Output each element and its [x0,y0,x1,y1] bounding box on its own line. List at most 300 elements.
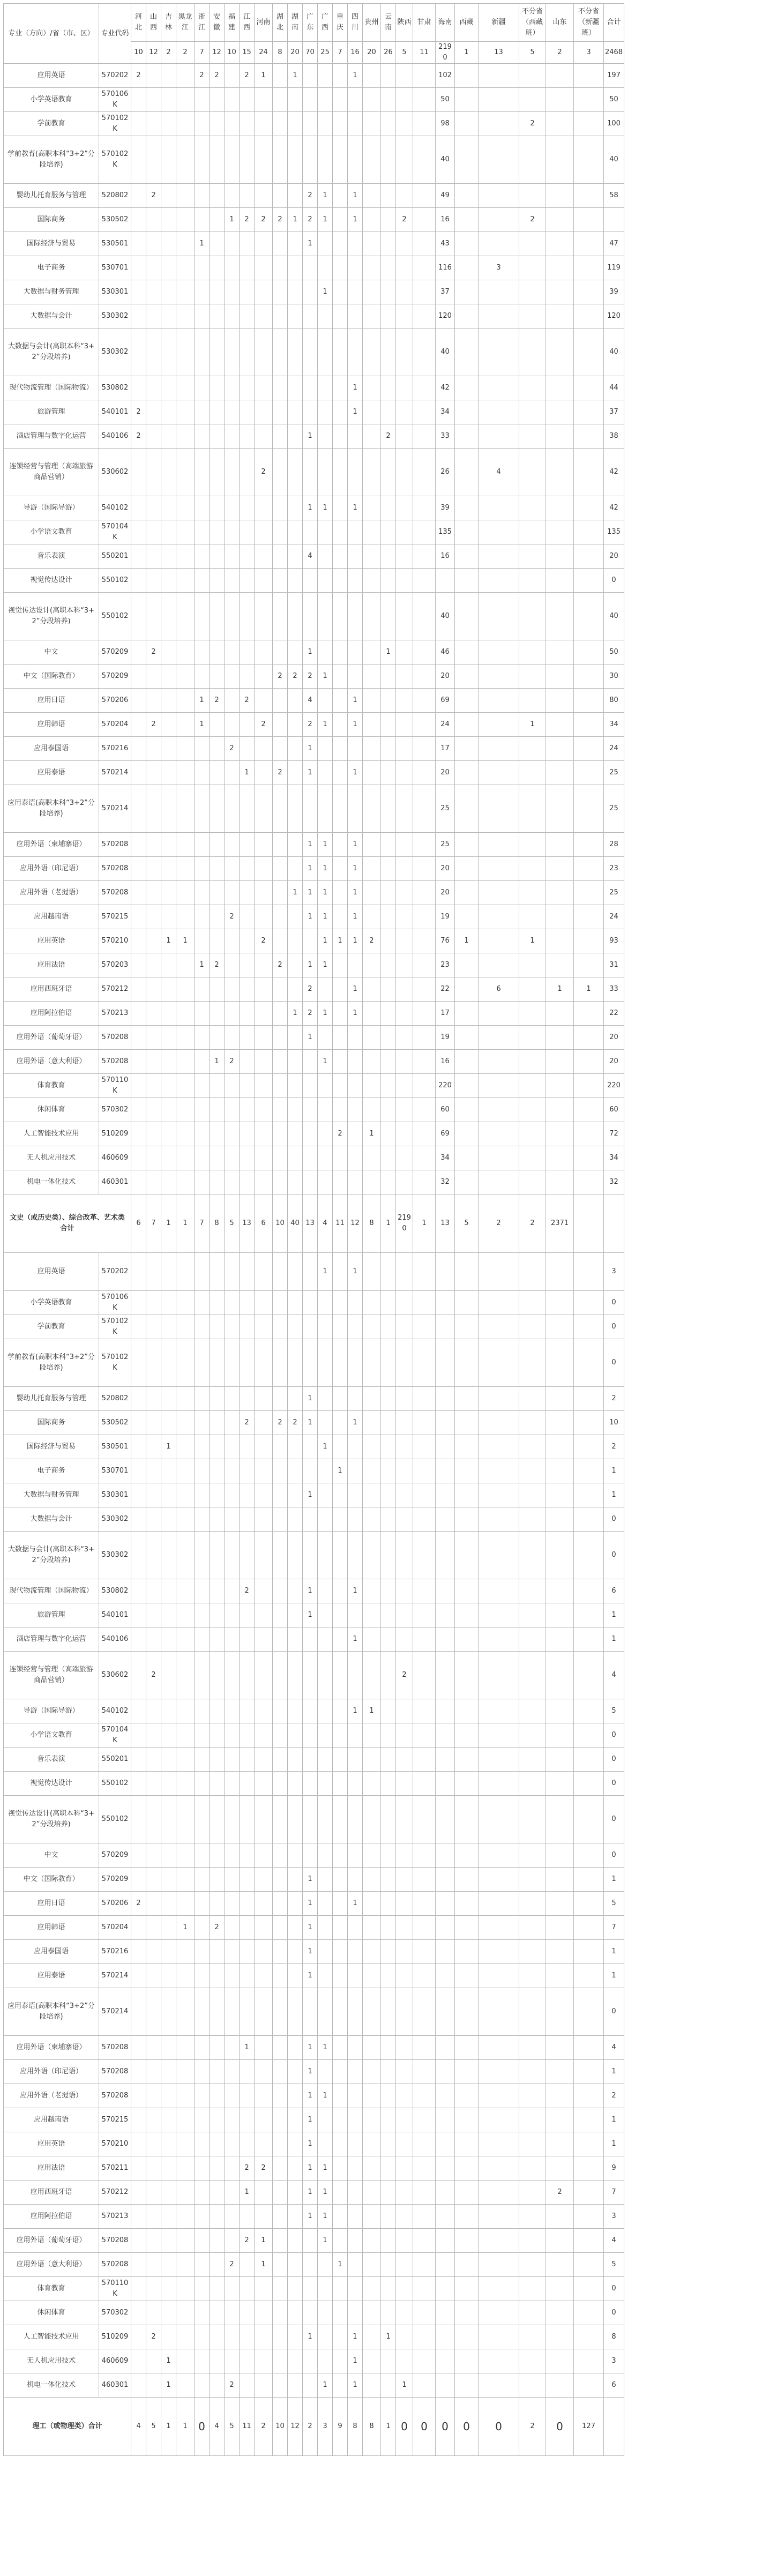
quota-cell [288,1892,303,1916]
major-code: 570214 [99,785,131,833]
quota-cell [240,376,255,400]
quota-cell [225,761,240,785]
quota-cell [363,496,381,520]
quota-cell [195,2325,210,2349]
quota-cell [161,664,176,689]
major-name: 婴幼儿托育服务与管理 [4,1387,99,1411]
quota-cell [381,953,396,977]
quota-cell [363,737,381,761]
quota-cell [225,1796,240,1843]
quota-cell [288,1627,303,1652]
quota-cell: 33 [604,977,624,1002]
quota-cell [288,2349,303,2373]
quota-cell [455,1435,479,1459]
quota-cell: 40 [436,136,455,184]
quota-cell [455,1315,479,1339]
quota-cell [195,520,210,544]
quota-cell [396,1507,413,1532]
quota-cell: 1 [288,64,303,88]
quota-cell: 1 [333,929,348,953]
major-name: 中文 [4,640,99,664]
quota-cell [131,2181,146,2205]
header-quota: 25 [318,42,333,64]
quota-cell [210,1387,225,1411]
quota-cell [396,1964,413,1988]
table-row [4,1050,624,1074]
quota-cell: 2 [131,1892,146,1916]
quota-cell [436,1772,455,1796]
quota-cell [363,1483,381,1507]
quota-cell [381,1291,396,1315]
quota-cell [546,2277,574,2301]
quota-cell [574,424,604,449]
quota-cell: 1 [519,929,546,953]
quota-cell [195,1170,210,1194]
quota-cell: 1 [348,400,363,424]
quota-cell [479,424,519,449]
quota-cell [210,1652,225,1699]
quota-cell [195,737,210,761]
quota-cell [479,1483,519,1507]
quota-cell [273,1387,288,1411]
quota-cell [303,1988,318,2036]
quota-cell [146,833,161,857]
quota-cell [413,2301,436,2325]
quota-cell [195,400,210,424]
quota-cell [146,2229,161,2253]
header-province: 山西 [146,4,161,42]
quota-cell [210,640,225,664]
quota-cell [333,689,348,713]
quota-cell [240,569,255,593]
quota-cell [381,520,396,544]
quota-cell [161,136,176,184]
quota-cell [288,737,303,761]
major-name: 应用外语（柬埔寨语） [4,833,99,857]
major-code: 520802 [99,184,131,208]
quota-cell [176,1868,195,1892]
quota-cell [574,136,604,184]
quota-cell: 25 [604,881,624,905]
quota-cell [396,2036,413,2060]
subtotal-cell: 40 [288,1194,303,1253]
quota-cell [273,2229,288,2253]
quota-cell [161,1074,176,1098]
major-code: 530302 [99,1532,131,1579]
quota-cell [131,2156,146,2181]
quota-cell [519,1796,546,1843]
quota-cell [146,2373,161,2398]
quota-cell: 1 [303,2108,318,2132]
quota-cell [318,1843,333,1868]
quota-cell [381,1964,396,1988]
table-row [4,929,624,953]
quota-cell [273,713,288,737]
quota-cell [363,1411,381,1435]
table-row [4,905,624,929]
quota-cell [348,1315,363,1339]
quota-cell [288,640,303,664]
quota-cell [519,833,546,857]
quota-cell [396,737,413,761]
quota-cell [455,2349,479,2373]
quota-cell [146,1050,161,1074]
quota-cell [161,2060,176,2084]
quota-cell [195,496,210,520]
quota-cell [131,1940,146,1964]
quota-cell [273,1723,288,1748]
quota-cell [303,256,318,280]
quota-cell [273,2277,288,2301]
quota-cell: 6 [604,2373,624,2398]
quota-cell [396,1435,413,1459]
quota-cell [455,256,479,280]
quota-cell [288,1315,303,1339]
quota-cell [288,2301,303,2325]
quota-cell [288,857,303,881]
quota-cell [255,1699,273,1723]
quota-cell [240,1098,255,1122]
quota-cell [318,2325,333,2349]
major-name: 国际商务 [4,208,99,232]
quota-cell [381,593,396,640]
quota-cell [131,1074,146,1098]
quota-cell [210,1122,225,1146]
quota-cell [273,544,288,569]
quota-cell: 2 [273,953,288,977]
quota-cell [455,496,479,520]
quota-cell [318,1772,333,1796]
quota-cell [333,2301,348,2325]
quota-cell [240,136,255,184]
quota-cell [333,761,348,785]
quota-cell [318,977,333,1002]
quota-cell [333,1435,348,1459]
quota-cell [381,1050,396,1074]
quota-cell [288,256,303,280]
quota-cell [161,785,176,833]
quota-cell [255,1532,273,1579]
quota-cell [303,1435,318,1459]
quota-cell [225,1435,240,1459]
major-code: 570106K [99,88,131,112]
quota-cell [240,1627,255,1652]
quota-cell [303,1772,318,1796]
quota-cell [225,1916,240,1940]
quota-cell [413,2132,436,2156]
header-quota: 13 [479,42,519,64]
quota-cell [396,1291,413,1315]
quota-cell [455,953,479,977]
quota-cell [574,1339,604,1387]
quota-cell [396,1868,413,1892]
quota-cell [303,2229,318,2253]
quota-cell [288,1868,303,1892]
quota-cell [288,1532,303,1579]
quota-cell [333,136,348,184]
quota-cell [455,1627,479,1652]
major-code: 570215 [99,905,131,929]
quota-cell [255,593,273,640]
quota-cell [210,1748,225,1772]
quota-cell [255,1772,273,1796]
quota-cell [436,1748,455,1772]
quota-cell [255,1122,273,1146]
quota-cell [240,593,255,640]
quota-cell [381,1652,396,1699]
quota-cell: 1 [455,929,479,953]
table-row [4,833,624,857]
quota-cell [396,2253,413,2277]
quota-cell [161,2301,176,2325]
quota-cell [363,1723,381,1748]
quota-cell [146,857,161,881]
quota-cell [333,1699,348,1723]
quota-cell [546,1892,574,1916]
major-name: 应用阿拉伯语 [4,2205,99,2229]
quota-cell: 25 [604,761,624,785]
major-name: 休闲体育 [4,2301,99,2325]
quota-cell [273,1579,288,1603]
quota-cell [176,304,195,328]
quota-cell [396,64,413,88]
quota-cell [318,1916,333,1940]
header-province: 陕西 [396,4,413,42]
quota-cell [146,1002,161,1026]
quota-cell: 1 [363,1122,381,1146]
quota-cell [436,2277,455,2301]
quota-cell [381,737,396,761]
quota-cell [210,761,225,785]
quota-cell [210,2325,225,2349]
quota-cell [131,1435,146,1459]
quota-cell [225,1988,240,2036]
quota-cell [161,1002,176,1026]
quota-cell [519,569,546,593]
quota-cell [436,1411,455,1435]
quota-cell [255,1253,273,1291]
subtotal-cell: 2 [255,2398,273,2456]
quota-cell [255,496,273,520]
quota-cell [131,88,146,112]
quota-cell: 2 [131,424,146,449]
quota-cell [455,184,479,208]
header-quota: 10 [131,42,146,64]
quota-cell [288,184,303,208]
quota-cell: 2 [240,2229,255,2253]
quota-cell [381,857,396,881]
quota-cell: 1 [363,1699,381,1723]
quota-cell [546,1074,574,1098]
quota-cell [546,64,574,88]
subtotal-cell: 0 [436,2398,455,2456]
subtotal-cell: 1 [161,2398,176,2456]
quota-cell [519,1868,546,1892]
major-code: 570208 [99,1050,131,1074]
quota-cell [225,2084,240,2108]
table-row [4,953,624,977]
quota-cell [363,785,381,833]
quota-cell [455,208,479,232]
quota-cell [396,1916,413,1940]
quota-cell [318,1459,333,1483]
quota-cell [195,136,210,184]
quota-cell [255,1868,273,1892]
quota-cell [413,280,436,304]
quota-cell [131,2277,146,2301]
quota-cell [519,520,546,544]
quota-cell [131,2084,146,2108]
quota-cell [161,593,176,640]
quota-cell [363,2301,381,2325]
quota-cell [210,449,225,496]
quota-cell [161,1532,176,1579]
table-row [4,1074,624,1098]
quota-cell [255,569,273,593]
quota-cell [455,2325,479,2349]
quota-cell [146,64,161,88]
quota-cell [546,1964,574,1988]
quota-cell [176,977,195,1002]
quota-cell [273,2205,288,2229]
quota-cell [479,1723,519,1748]
quota-cell: 20 [604,1050,624,1074]
quota-cell: 1 [318,881,333,905]
quota-cell [413,1253,436,1291]
quota-cell [176,1772,195,1796]
quota-cell [273,1050,288,1074]
quota-cell [225,953,240,977]
quota-cell [255,761,273,785]
header-quota: 16 [348,42,363,64]
quota-cell [288,1723,303,1748]
quota-cell [210,713,225,737]
quota-cell [210,2253,225,2277]
quota-cell: 1 [604,1964,624,1988]
quota-cell [146,1339,161,1387]
quota-cell [381,905,396,929]
quota-cell [176,1387,195,1411]
quota-cell [176,1459,195,1483]
quota-cell [210,593,225,640]
quota-cell [479,2373,519,2398]
quota-cell [161,689,176,713]
quota-cell: 42 [604,449,624,496]
quota-cell [240,881,255,905]
quota-cell: 1 [318,280,333,304]
quota-cell [348,640,363,664]
table-row [4,1435,624,1459]
quota-cell [363,1579,381,1603]
quota-cell [396,1411,413,1435]
quota-cell [195,929,210,953]
quota-cell [455,1339,479,1387]
quota-cell [288,1964,303,1988]
quota-cell [131,1122,146,1146]
quota-cell [436,1627,455,1652]
quota-cell [455,1603,479,1627]
major-code: 530701 [99,256,131,280]
quota-cell [255,1435,273,1459]
quota-cell [396,1892,413,1916]
major-code: 530602 [99,449,131,496]
quota-cell [131,785,146,833]
quota-cell [146,88,161,112]
quota-cell [131,1026,146,1050]
quota-cell [479,136,519,184]
quota-cell [574,1435,604,1459]
major-code: 530302 [99,304,131,328]
quota-cell: 2 [333,1122,348,1146]
quota-cell [146,1892,161,1916]
quota-cell: 4 [303,544,318,569]
quota-cell [240,2373,255,2398]
quota-cell [546,1748,574,1772]
quota-cell [396,1098,413,1122]
quota-cell [303,449,318,496]
quota-cell [318,689,333,713]
quota-cell [519,857,546,881]
subtotal-cell: 2 [519,1194,546,1253]
quota-cell [210,1507,225,1532]
quota-cell [210,1339,225,1387]
quota-cell [288,1074,303,1098]
quota-cell [146,112,161,136]
major-code: 460301 [99,1170,131,1194]
quota-cell [413,1483,436,1507]
quota-cell [413,1098,436,1122]
quota-cell [240,1532,255,1579]
quota-cell: 1 [303,905,318,929]
quota-cell [240,2349,255,2373]
quota-cell [455,1892,479,1916]
quota-cell [519,664,546,689]
quota-cell: 1 [318,208,333,232]
quota-cell [255,2301,273,2325]
quota-cell: 80 [604,689,624,713]
quota-cell [333,1723,348,1748]
quota-cell [303,1074,318,1098]
table-row [4,640,624,664]
quota-cell [413,1411,436,1435]
quota-cell [479,2253,519,2277]
major-name: 大数据与财务管理 [4,280,99,304]
quota-cell: 2 [240,689,255,713]
quota-cell [479,1291,519,1315]
quota-cell [225,2181,240,2205]
quota-cell [273,1964,288,1988]
quota-cell [436,1459,455,1483]
quota-cell [131,2301,146,2325]
quota-cell [176,1988,195,2036]
quota-cell [176,1122,195,1146]
quota-cell [436,2036,455,2060]
quota-cell [381,1868,396,1892]
quota-cell [318,112,333,136]
quota-cell [455,1579,479,1603]
quota-cell [131,1459,146,1483]
quota-cell [318,2132,333,2156]
quota-cell [363,112,381,136]
quota-cell [146,232,161,256]
quota-cell [363,2084,381,2108]
quota-cell [519,1098,546,1122]
quota-cell [225,2156,240,2181]
quota-cell [161,1892,176,1916]
table-row [4,1507,624,1532]
quota-cell [574,184,604,208]
quota-cell [333,328,348,376]
